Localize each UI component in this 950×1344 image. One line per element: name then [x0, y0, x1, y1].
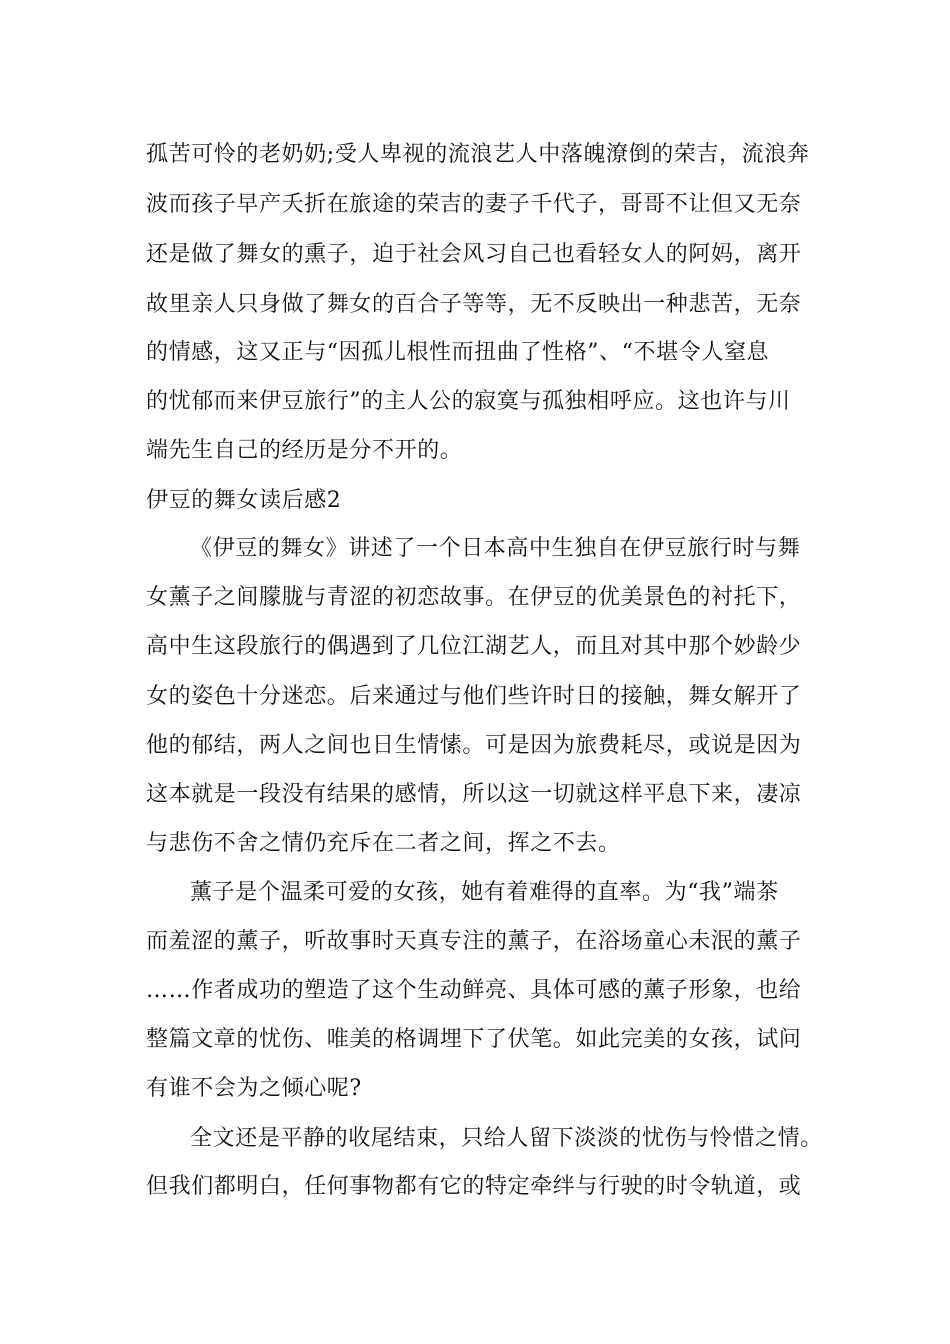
paragraph-line: 的情感，这又正与“因孤儿根性而扭曲了性格”、“不堪令人窒息 [146, 340, 770, 365]
paragraph-line: 他的郁结，两人之间也日生情愫。可是因为旅费耗尽，或说是因为 [146, 733, 802, 758]
paragraph-line: 高中生这段旅行的偶遇到了几位江湖艺人，而且对其中那个妙龄少 [146, 634, 802, 659]
paragraph-line: 《伊豆的舞女》讲述了一个日本高中生独自在伊豆旅行时与舞 [190, 536, 801, 561]
paragraph-line: 薰子是个温柔可爱的女孩，她有着难得的直率。为“我”端茶 [190, 880, 779, 905]
paragraph-line: 的忧郁而来伊豆旅行”的主人公的寂寞与孤独相呼应。这也许与川 [146, 389, 791, 414]
paragraph-line: ……作者成功的塑造了这个生动鲜亮、具体可感的薰子形象，也给 [146, 978, 802, 1003]
paragraph-line: 有谁不会为之倾心呢? [146, 1076, 362, 1101]
paragraph-line: 孤苦可怜的老奶奶;受人卑视的流浪艺人中落魄潦倒的荣吉，流浪奔 [146, 142, 810, 167]
paragraph-line: 而羞涩的薰子，听故事时天真专注的薰子，在浴场童心未泯的薰子 [146, 929, 802, 954]
paragraph-line: 与悲伤不舍之情仍充斥在二者之间，挥之不去。 [146, 831, 621, 856]
paragraph-line: 但我们都明白，任何事物都有它的特定牵绊与行驶的时令轨道，或 [146, 1174, 802, 1199]
section-heading: 伊豆的舞女读后感2 [146, 488, 342, 513]
paragraph-line: 波而孩子早产夭折在旅途的荣吉的妻子千代子，哥哥不让但又无奈 [146, 192, 802, 217]
paragraph-line: 还是做了舞女的熏子，迫于社会风习自己也看轻女人的阿妈，离开 [146, 242, 802, 267]
paragraph-line: 整篇文章的忧伤、唯美的格调埋下了伏笔。如此完美的女孩，试问 [146, 1027, 802, 1052]
paragraph-line: 全文还是平静的收尾结束，只给人留下淡淡的忧伤与怜惜之情。 [190, 1126, 823, 1151]
paragraph-line: 女的姿色十分迷恋。后来通过与他们些许时日的接触，舞女解开了 [146, 684, 802, 709]
paragraph-line: 女薰子之间朦胧与青涩的初恋故事。在伊豆的优美景色的衬托下， [146, 585, 802, 610]
paragraph-line: 端先生自己的经历是分不开的。 [146, 438, 463, 463]
paragraph-line: 故里亲人只身做了舞女的百合子等等，无不反映出一种悲苦，无奈 [146, 292, 802, 317]
paragraph-line: 这本就是一段没有结果的感情，所以这一切就这样平息下来，凄凉 [146, 782, 802, 807]
